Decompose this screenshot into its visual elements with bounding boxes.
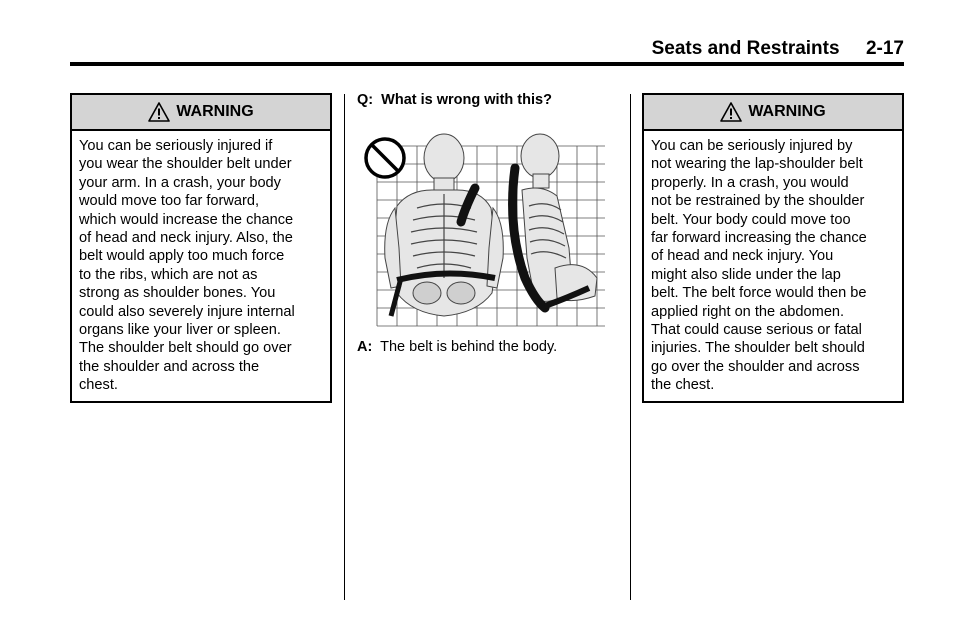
left-warning-header [72,95,330,131]
warning-line: of head and neck injury. Also, the [79,230,293,247]
warning-line: strong as shoulder bones. You [79,285,276,302]
column-divider-right [630,94,631,600]
warning-line: chest. [79,377,118,394]
question-prefix: Q: [357,92,374,108]
warning-line: not be restrained by the shoulder [651,193,865,210]
header-rule [70,62,904,66]
warning-line: far forward increasing the chance [651,230,867,247]
warning-line: the shoulder and across the [79,358,260,375]
warning-line: to the ribs, which are not as [79,266,258,283]
warning-line: you wear the shoulder belt under [79,156,292,173]
warning-line: applied right on the abdomen. [651,303,845,320]
left-warning-text [72,131,330,403]
warning-line: which would increase the chance [79,211,294,228]
warning-triangle-icon [148,102,170,122]
warning-line: could also severely injure internal [79,303,295,320]
answer [357,339,557,355]
warning-line: go over the shoulder and across [651,358,860,375]
warning-triangle-icon [720,102,742,122]
right-warning-text [644,131,902,403]
warning-line: belt would apply too much force [79,248,285,265]
warning-line: organs like your liver or spleen. [79,322,281,339]
warning-line: You can be seriously injured if [79,138,273,154]
warning-line: not wearing the lap-shoulder belt [651,156,863,173]
question-text: What is wrong with this? [381,92,552,108]
answer-prefix: A: [357,339,373,355]
warning-line: of head and neck injury. You [651,248,834,265]
warning-line: the chest. [651,377,715,394]
page-number: 2-17 [865,38,904,59]
belt-behind-body-illustration [357,128,609,333]
warning-line: properly. In a crash, you would [651,174,849,191]
question [357,92,552,108]
warning-line: would move too far forward, [79,193,260,210]
column-divider-left [344,94,345,600]
warning-line: your arm. In a crash, your body [79,174,281,191]
answer-text: The belt is behind the body. [380,339,558,355]
left-warning-title: WARNING [176,103,254,120]
warning-line: belt. Your body could move too [651,211,851,228]
warning-line: belt. The belt force would then be [651,285,867,302]
warning-line: injuries. The shoulder belt should [651,340,865,357]
right-warning-title: WARNING [748,103,826,120]
warning-line: That could cause serious or fatal [651,322,862,339]
section-title: Seats and Restraints [651,38,840,59]
page-header [652,38,904,60]
left-warning-box [70,93,332,403]
right-warning-box [642,93,904,403]
warning-line: might also slide under the lap [651,266,841,283]
right-warning-header [644,95,902,131]
warning-line: The shoulder belt should go over [79,340,292,357]
warning-line: You can be seriously injured by [651,138,853,154]
